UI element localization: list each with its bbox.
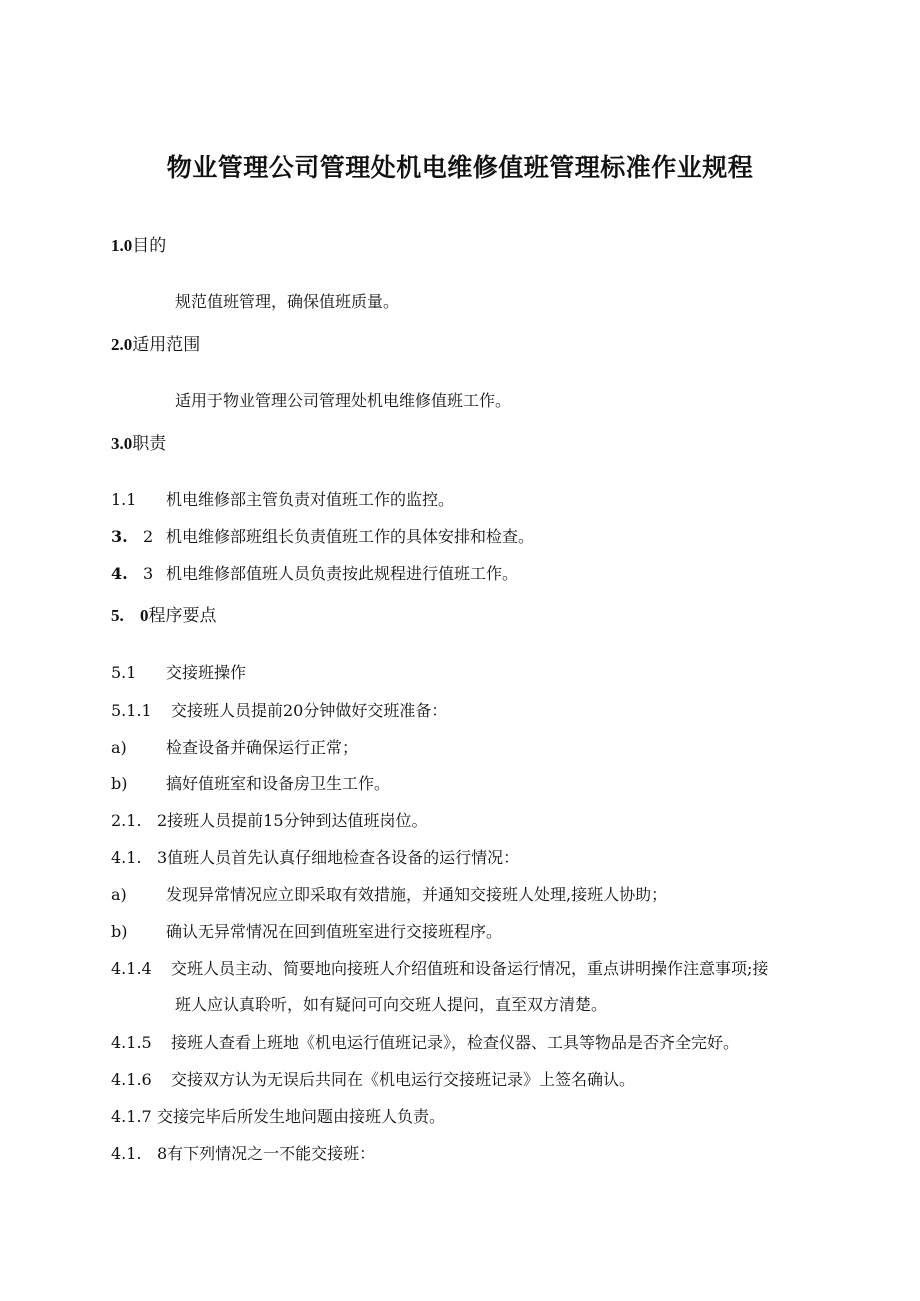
item-number: 4.1.7 xyxy=(111,1107,152,1126)
procedure-item xyxy=(111,774,390,794)
section-heading-duties xyxy=(111,434,166,454)
section-number: 5. xyxy=(111,606,124,625)
duty-item xyxy=(111,527,534,547)
item-number: 1.1 xyxy=(111,490,137,509)
procedure-item xyxy=(111,1144,375,1164)
section-body-purpose: 规范值班管理，确保值班质量。 xyxy=(175,292,400,311)
item-number: 5.1 xyxy=(111,663,137,682)
procedure-item xyxy=(111,738,358,758)
item-number: 4. xyxy=(111,564,128,583)
item-text: 2接班人员提前15分钟到达值班岗位。 xyxy=(157,811,428,830)
procedure-item xyxy=(111,1033,739,1053)
item-text: 交接班操作 xyxy=(166,663,247,682)
item-text: 交接完毕后所发生地问题由接班人负责。 xyxy=(157,1107,446,1126)
procedure-item xyxy=(111,1107,445,1127)
item-number: a) xyxy=(111,885,127,904)
item-number: 2.1. xyxy=(111,811,142,830)
procedure-item xyxy=(111,885,667,905)
item-number: b) xyxy=(111,922,128,941)
item-text: 3值班人员首先认真仔细地检查各设备的运行情况： xyxy=(157,848,520,867)
item-text: 交班人员主动、简要地向接班人介绍值班和设备运行情况，重点讲明操作注意事项;接 xyxy=(171,959,769,978)
section-heading-purpose xyxy=(111,236,166,256)
item-number-sub: 3 xyxy=(142,564,154,583)
item-number: 4.1.5 xyxy=(111,1033,152,1052)
section-label: 职责 xyxy=(132,434,167,454)
item-text: 发现异常情况应立即采取有效措施，并通知交接班人处理,接班人协助； xyxy=(166,885,668,904)
procedure-item xyxy=(111,663,246,683)
item-number: 4.1.6 xyxy=(111,1070,152,1089)
section-number: 1.0 xyxy=(111,236,133,255)
item-text: 检查设备并确保运行正常； xyxy=(166,738,359,757)
item-text: 机电维修部班组长负责值班工作的具体安排和检查。 xyxy=(166,527,535,546)
procedure-item xyxy=(111,1070,635,1090)
procedure-item xyxy=(111,922,502,942)
item-text: 接班人查看上班地《机电运行值班记录》，检查仪器、工具等物品是否齐全完好。 xyxy=(171,1033,740,1052)
section-body-scope: 适用于物业管理公司管理处机电维修值班工作。 xyxy=(175,391,512,410)
item-number: a) xyxy=(111,738,127,757)
duty-item xyxy=(111,490,454,510)
section-label: 适用范围 xyxy=(132,335,201,355)
item-text: 8有下列情况之一不能交接班： xyxy=(157,1144,376,1163)
item-text: 交接双方认为无误后共同在《机电运行交接班记录》上签名确认。 xyxy=(171,1070,636,1089)
procedure-item xyxy=(111,811,428,831)
duty-item xyxy=(111,564,518,584)
item-number: b) xyxy=(111,774,128,793)
item-text: 机电维修部值班人员负责按此规程进行值班工作。 xyxy=(166,564,519,583)
item-number: 3. xyxy=(111,527,128,546)
section-heading-procedure xyxy=(111,606,216,626)
item-text: 确认无异常情况在回到值班室进行交接班程序。 xyxy=(166,922,503,941)
item-text: 搞好值班室和设备房卫生工作。 xyxy=(166,774,391,793)
section-heading-scope xyxy=(111,335,200,355)
item-number: 4.1. xyxy=(111,1144,142,1163)
procedure-item xyxy=(111,701,447,721)
section-label: 程序要点 xyxy=(148,606,217,626)
item-number-sub: 2 xyxy=(142,527,154,546)
item-text: 机电维修部主管负责对值班工作的监控。 xyxy=(166,490,455,509)
procedure-item xyxy=(111,848,519,868)
section-number: 2.0 xyxy=(111,335,133,354)
section-number-sub: 0 xyxy=(139,606,149,625)
item-number: 4.1.4 xyxy=(111,959,152,978)
procedure-item xyxy=(111,959,768,979)
item-number: 5.1.1 xyxy=(111,701,152,720)
section-label: 目的 xyxy=(132,236,167,256)
section-number: 3.0 xyxy=(111,434,133,453)
item-number: 4.1. xyxy=(111,848,142,867)
procedure-item-continuation: 班人应认真聆听，如有疑问可向交班人提问，直至双方清楚。 xyxy=(175,995,608,1014)
item-text: 交接班人员提前20分钟做好交班准备： xyxy=(171,701,448,720)
document-title: 物业管理公司管理处机电维修值班管理标准作业规程 xyxy=(166,153,754,182)
